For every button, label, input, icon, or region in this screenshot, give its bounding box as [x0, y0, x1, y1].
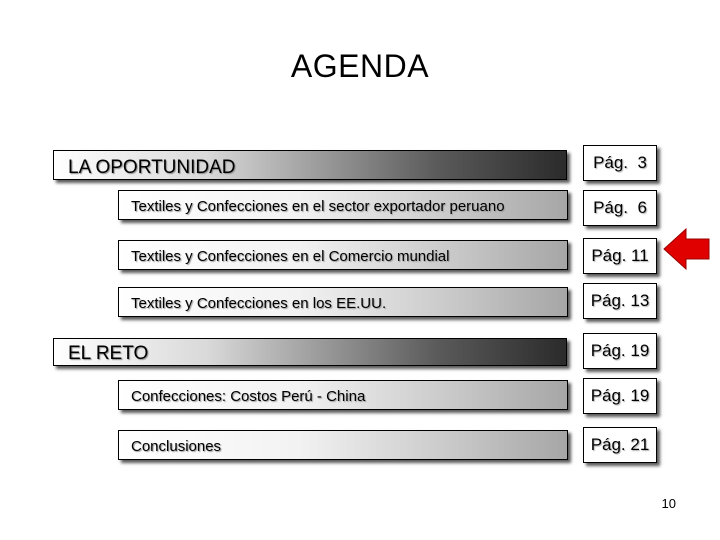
page-ref-box: Pág. 13	[583, 283, 657, 319]
agenda-title: AGENDA	[290, 48, 430, 84]
agenda-item	[118, 380, 568, 410]
left-arrow-icon	[662, 225, 712, 273]
agenda-item	[118, 190, 568, 220]
page-ref-box: Pág. 21	[583, 427, 657, 463]
agenda-item	[118, 240, 568, 270]
agenda-item	[118, 287, 568, 317]
slide-number: 10	[661, 496, 676, 511]
agenda-item-label: Textiles y Confecciones en el sector exportador peruano	[131, 198, 505, 215]
section-label: EL RETO	[68, 343, 149, 364]
page-ref-box: Pág. 3	[583, 145, 657, 181]
page-ref-box: Pág. 11	[583, 238, 657, 274]
section-bar-reto	[53, 338, 567, 366]
section-bar-oportunidad	[53, 150, 567, 180]
agenda-item	[118, 430, 568, 460]
section-label: LA OPORTUNIDAD	[68, 157, 236, 178]
agenda-item-label: Textiles y Confecciones en el Comercio mundial	[131, 248, 450, 265]
page-ref-box: Pág. 19	[583, 378, 657, 414]
agenda-item-label: Conclusiones	[131, 438, 222, 455]
page-ref-box: Pág. 6	[583, 190, 657, 226]
agenda-item-label: Confecciones: Costos Perú - China	[131, 388, 366, 405]
page-ref-box: Pág. 19	[583, 333, 657, 369]
agenda-item-label: Textiles y Confecciones en los EE.UU.	[131, 295, 387, 312]
